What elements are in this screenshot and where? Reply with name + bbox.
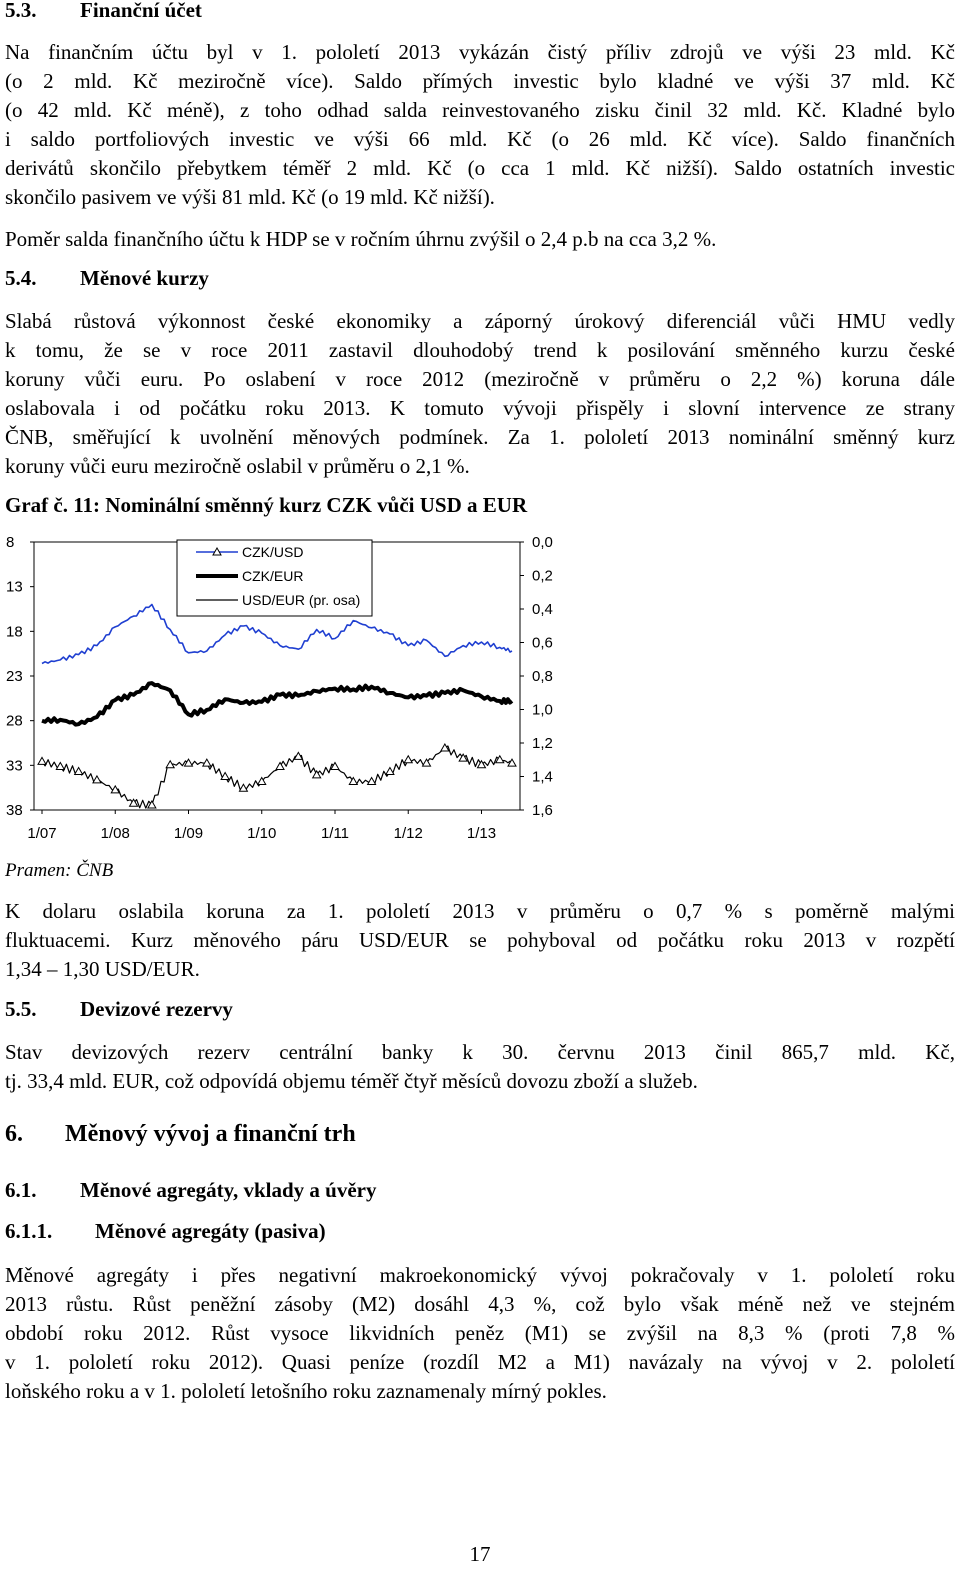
- right-tick-label: 1,2: [532, 735, 553, 752]
- text-line: loňského roku a v 1. pololetí letošního roku zaznamenaly mírný pokles.: [5, 1379, 607, 1403]
- right-tick-label: 1,6: [532, 802, 553, 819]
- paragraph-reserves: [5, 1038, 955, 1096]
- x-tick-label: 1/11: [320, 825, 350, 842]
- heading-6-1-1: [5, 1219, 326, 1244]
- exchange-rate-chart: [0, 528, 600, 858]
- left-tick-label: 18: [6, 623, 23, 641]
- heading-number: 5.5.: [5, 997, 37, 1021]
- text-line: 1,34 – 1,30 USD/EUR.: [5, 957, 200, 981]
- x-tick-label: 1/08: [100, 825, 130, 842]
- heading-number: 6.: [5, 1121, 23, 1147]
- heading-6: [5, 1121, 356, 1148]
- heading-5-5: [5, 997, 233, 1022]
- text-line: (o 42 mld. Kč méně), z toho odhad salda reinvestovaného zisku činil 32 mld. Kč. Kladné bylo: [5, 98, 955, 122]
- text-line: v 1. pololetí roku 2012). Quasi peníze (rozdíl M2 a M1) navázaly na vývoj v 2. pololetí: [5, 1350, 955, 1374]
- text-line: tj. 33,4 mld. EUR, což odpovídá objemu téměř čtyř měsíců dovozu zboží a služeb.: [5, 1069, 698, 1093]
- text-line: i saldo portfoliových investic ve výši 66 mld. Kč (o 26 mld. Kč více). Saldo finančních: [5, 127, 955, 151]
- x-tick-label: 1/13: [466, 825, 497, 842]
- text-line: K dolaru oslabila koruna za 1. pololetí 2013 v průměru o 0,7 % s poměrně malými: [5, 899, 955, 923]
- right-tick-label: 1,0: [532, 701, 553, 719]
- page-number: 17: [469, 1542, 491, 1566]
- text-line: Na finančním účtu byl v 1. pololetí 2013 vykázán čistý příliv zdrojů ve výši 23 mld. Kč: [5, 40, 955, 64]
- text-line: 2013 růstu. Růst peněžní zásoby (M2) dosáhl 4,3 %, což bylo však méně než ve stejném: [5, 1292, 955, 1316]
- text-line: Stav devizových rezerv centrální banky k 30. červnu 2013 činil 865,7 mld. Kč,: [5, 1040, 955, 1064]
- right-tick-label: 0,6: [532, 634, 553, 652]
- text-line: oslabovala i od počátku roku 2013. K tomuto vývoji přispěly i slovní intervence ze strany: [5, 396, 955, 420]
- legend-label: CZK/EUR: [242, 568, 304, 584]
- chart-legend: [177, 540, 372, 616]
- heading-title: Měnové agregáty, vklady a úvěry: [80, 1178, 377, 1202]
- text-line: ČNB, směřující k uvolnění měnových podmínek. Za 1. pololetí 2013 nominální směnný kurz: [5, 425, 955, 449]
- text-line: koruny vůči euru. Po oslabení v roce 2012 (meziročně v průměru o 2,2 %) koruna dále: [5, 367, 955, 391]
- text-line: Měnové agregáty i přes negativní makroekonomický vývoj pokračovaly v 1. pololetí roku: [5, 1263, 955, 1287]
- x-tick-label: 1/07: [27, 825, 57, 842]
- text-line: Poměr salda finančního účtu k HDP se v ročním úhrnu zvýšil o 2,4 p.b na cca 3,2 %.: [5, 227, 717, 251]
- x-tick-label: 1/12: [393, 825, 423, 842]
- text-line: k tomu, že se v roce 2011 zastavil dlouhodobý trend k posilování směnného kurzu české: [5, 338, 955, 362]
- text-line: (o 2 mld. Kč meziročně více). Saldo přímých investic bylo kladné ve výši 37 mld. Kč: [5, 69, 955, 93]
- heading-5-3: [5, 0, 202, 23]
- heading-5-4: [5, 266, 209, 291]
- heading-number: 5.3.: [5, 0, 37, 22]
- legend-label: USD/EUR (pr. osa): [242, 592, 361, 608]
- right-tick-label: 0,8: [532, 668, 553, 685]
- paragraph-financial-account: [5, 38, 955, 212]
- text-line: derivátů skončilo přebytkem téměř 2 mld. Kč (o cca 1 mld. Kč nižší). Saldo ostatních investic: [5, 156, 955, 180]
- paragraph-usd: [5, 897, 955, 984]
- chart-caption: Graf č. 11: Nominální směnný kurz CZK vůči USD a EUR: [5, 493, 528, 517]
- left-tick-label: 38: [6, 802, 23, 819]
- left-tick-label: 13: [6, 578, 23, 596]
- left-tick-label: 8: [6, 534, 15, 551]
- text-line: skončilo pasivem ve výši 81 mld. Kč (o 19 mld. Kč nižší).: [5, 185, 495, 209]
- heading-title: Měnové agregáty (pasiva): [95, 1219, 326, 1243]
- heading-number: 6.1.: [5, 1178, 37, 1202]
- right-tick-label: 0,0: [532, 534, 553, 551]
- heading-title: Měnové kurzy: [80, 266, 209, 290]
- left-tick-label: 23: [6, 668, 23, 685]
- heading-number: 6.1.1.: [5, 1219, 53, 1243]
- paragraph-ratio: [5, 225, 955, 254]
- heading-number: 5.4.: [5, 266, 37, 290]
- heading-title: Devizové rezervy: [80, 997, 233, 1021]
- left-axis-ticks: [6, 534, 34, 819]
- right-tick-label: 0,2: [532, 567, 553, 585]
- left-tick-label: 28: [6, 712, 23, 730]
- text-line: fluktuacemi. Kurz měnového páru USD/EUR se pohyboval od počátku roku 2013 v rozpětí: [5, 928, 955, 952]
- paragraph-aggregates: [5, 1261, 955, 1406]
- right-tick-label: 0,4: [532, 601, 553, 618]
- x-axis-ticks: [27, 810, 496, 842]
- right-axis-ticks: [520, 534, 553, 819]
- heading-title: Měnový vývoj a finanční trh: [65, 1121, 356, 1147]
- heading-title: Finanční účet: [80, 0, 202, 22]
- chart-source: Pramen: ČNB: [5, 860, 114, 881]
- heading-6-1: [5, 1178, 377, 1203]
- x-tick-label: 1/09: [173, 825, 204, 842]
- text-line: koruny vůči euru meziročně oslabil v průměru o 2,1 %.: [5, 454, 470, 478]
- legend-label: CZK/USD: [242, 544, 304, 560]
- left-tick-label: 33: [6, 757, 23, 775]
- x-tick-label: 1/10: [247, 825, 277, 842]
- right-tick-label: 1,4: [532, 768, 553, 786]
- text-line: období roku 2012. Růst vysoce likvidních peněz (M1) se zvýšil na 8,3 % (proti 7,8 %: [5, 1321, 955, 1345]
- text-line: Slabá růstová výkonnost české ekonomiky a záporný úrokový diferenciál vůči HMU vedly: [5, 309, 955, 333]
- paragraph-exchange-rates: [5, 307, 955, 481]
